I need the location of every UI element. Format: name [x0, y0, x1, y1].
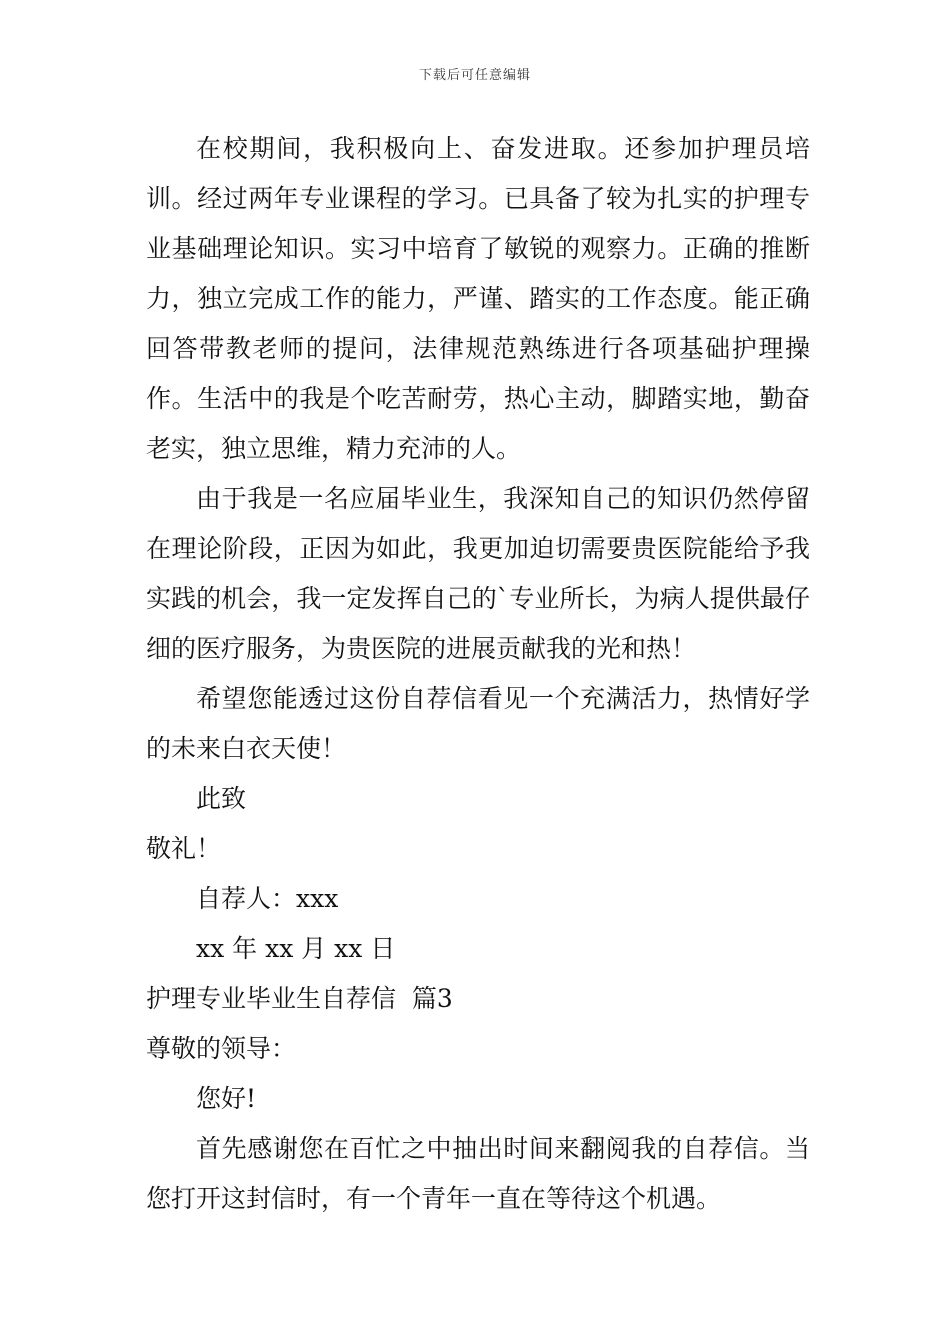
document-body	[146, 124, 810, 1224]
greeting: 您好!	[196, 1084, 257, 1113]
closing-line-1: 此致	[196, 784, 247, 813]
signer-line: 自荐人：xxx	[196, 884, 339, 913]
paragraph-3: 希望您能透过这份自荐信看见一个充满活力，热情好学的未来白衣天使！	[146, 684, 810, 763]
paragraph-2: 由于我是一名应届毕业生，我深知自己的知识仍然停留在理论阶段，正因为如此，我更加迫切需要贵医院能给予我实践的机会，我一定发挥自己的`专业所长，为病人提供最仔细的医疗服务，为贵医院的进展贡献我的光和热！	[146, 484, 810, 663]
section-title: 护理专业毕业生自荐信 篇3	[146, 984, 453, 1013]
closing-line-2: 敬礼！	[146, 834, 222, 863]
header-note: 下载后可任意编辑	[418, 68, 531, 83]
paragraph-1: 在校期间，我积极向上、奋发进取。还参加护理员培训。经过两年专业课程的学习。已具备了较为扎实的护理专业基础理论知识。实习中培育了敏锐的观察力。正确的推断力，独立完成工作的能力，严谨、踏实的工作态度。能正确回答带教老师的提问，法律规范熟练进行各项基础护理操作。生活中的我是个吃苦耐劳，热心主动，脚踏实地，勤奋老实，独立思维，精力充沛的人。	[146, 134, 810, 463]
date-line: xx 年 xx 月 xx 日	[196, 934, 396, 963]
salutation: 尊敬的领导：	[146, 1034, 297, 1063]
paragraph-4: 首先感谢您在百忙之中抽出时间来翻阅我的自荐信。当您打开这封信时，有一个青年一直在等待这个机遇。	[146, 1134, 810, 1213]
